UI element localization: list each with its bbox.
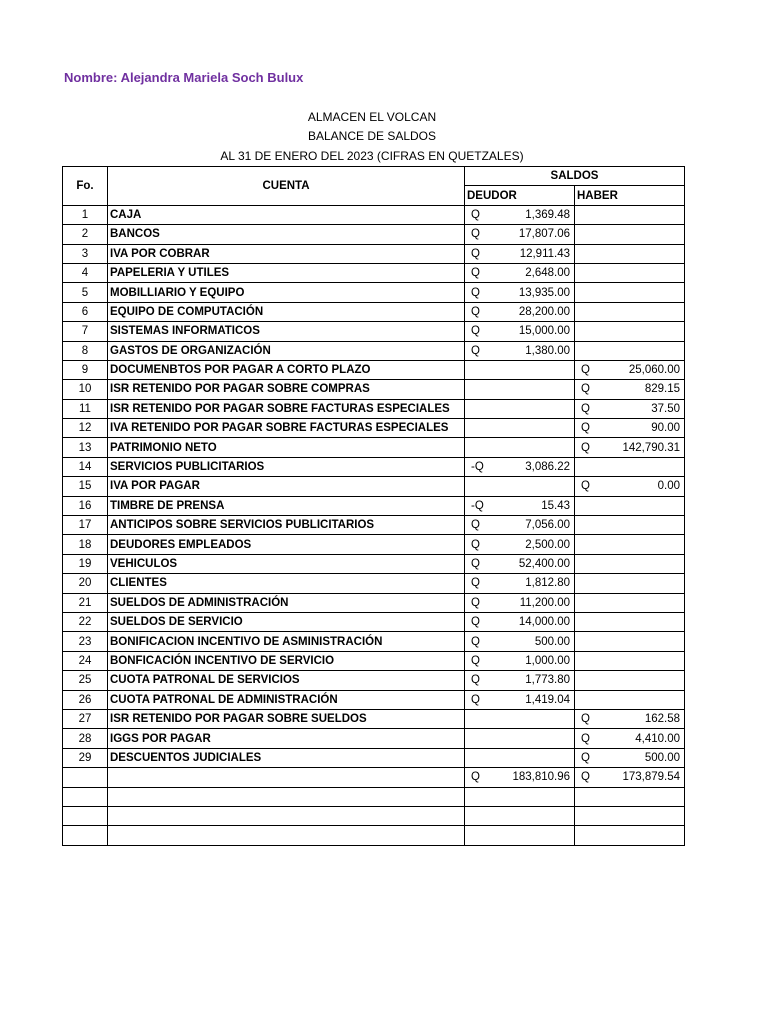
debit-cell: [465, 768, 575, 787]
row-number: 28: [63, 729, 108, 748]
table-row: [63, 225, 685, 244]
table-row: [63, 574, 685, 593]
credit-amount: 173,879.54: [622, 771, 680, 784]
credit-amount: 37.50: [651, 402, 680, 415]
debit-cell: [465, 516, 575, 535]
table-row: [63, 244, 685, 263]
currency-symbol: Q: [471, 693, 480, 706]
debit-amount: 2,500.00: [525, 538, 570, 551]
row-number: 25: [63, 671, 108, 690]
account-name: ANTICIPOS SOBRE SERVICIOS PUBLICITARIOS: [108, 516, 465, 535]
credit-cell: [575, 516, 685, 535]
account-name: IVA RETENIDO POR PAGAR SOBRE FACTURAS ESPECIALES: [108, 419, 465, 438]
table-row: [63, 535, 685, 554]
row-number: 7: [63, 322, 108, 341]
currency-symbol: Q: [581, 441, 590, 454]
debit-cell: [465, 283, 575, 302]
credit-cell: [575, 690, 685, 709]
row-number: 5: [63, 283, 108, 302]
debit-cell: [465, 709, 575, 728]
row-number: [63, 768, 108, 787]
account-name: VEHICULOS: [108, 554, 465, 573]
table-row: [63, 496, 685, 515]
debit-cell: [465, 593, 575, 612]
debit-cell: [465, 632, 575, 651]
credit-cell: [575, 554, 685, 573]
table-row: [63, 205, 685, 224]
currency-symbol: Q: [581, 771, 590, 784]
debit-amount: 15.43: [541, 499, 570, 512]
table-row: [63, 399, 685, 418]
table-row: [63, 612, 685, 631]
row-number: 27: [63, 709, 108, 728]
debit-cell: [465, 554, 575, 573]
debit-amount: 11,200.00: [519, 596, 570, 609]
header-account: CUENTA: [108, 167, 465, 206]
account-name: CUOTA PATRONAL DE SERVICIOS: [108, 671, 465, 690]
debit-cell: [465, 380, 575, 399]
credit-cell: [575, 341, 685, 360]
row-number: 20: [63, 574, 108, 593]
debit-cell: [465, 496, 575, 515]
debit-cell: [465, 263, 575, 282]
currency-symbol: Q: [581, 383, 590, 396]
account-name: DESCUENTOS JUDICIALES: [108, 748, 465, 767]
debit-cell: [465, 419, 575, 438]
author-name: Nombre: Alejandra Mariela Soch Bulux: [64, 70, 304, 85]
currency-symbol: -Q: [471, 461, 484, 474]
credit-cell: [575, 787, 685, 806]
currency-symbol: Q: [581, 422, 590, 435]
header-debit: DEUDOR: [465, 186, 575, 205]
account-name: [108, 787, 465, 806]
credit-amount: 4,410.00: [635, 732, 680, 745]
row-number: 22: [63, 612, 108, 631]
account-name: SUELDOS DE ADMINISTRACIÓN: [108, 593, 465, 612]
table-row: [63, 671, 685, 690]
credit-cell: [575, 671, 685, 690]
account-name: IGGS POR PAGAR: [108, 729, 465, 748]
debit-amount: 15,000.00: [518, 325, 570, 338]
debit-cell: [465, 787, 575, 806]
table-row: [63, 768, 685, 787]
debit-amount: 1,419.04: [525, 693, 570, 706]
account-name: BONIFICACION INCENTIVO DE ASMINISTRACIÓN: [108, 632, 465, 651]
company-name: ALMACEN EL VOLCAN: [307, 110, 437, 124]
currency-symbol: Q: [471, 208, 480, 221]
credit-cell: [575, 283, 685, 302]
debit-amount: 2,648.00: [525, 267, 570, 280]
row-number: 1: [63, 205, 108, 224]
table-row: [63, 709, 685, 728]
debit-amount: 52,400.00: [518, 558, 570, 570]
credit-cell: [575, 768, 685, 787]
currency-symbol: Q: [471, 558, 480, 570]
credit-cell: [575, 496, 685, 515]
row-number: 12: [63, 419, 108, 438]
credit-cell: [575, 806, 685, 825]
table-row: [63, 419, 685, 438]
table-row: [63, 302, 685, 321]
row-number: 24: [63, 651, 108, 670]
credit-cell: [575, 535, 685, 554]
debit-amount: 13,935.00: [518, 286, 570, 299]
currency-symbol: Q: [471, 674, 480, 687]
balance-table: [62, 166, 685, 846]
account-name: [108, 826, 465, 845]
credit-cell: [575, 225, 685, 244]
header-credit: HABER: [575, 186, 685, 205]
debit-cell: [465, 302, 575, 321]
report-period: AL 31 DE ENERO DEL 2023 (CIFRAS EN QUETZALES): [220, 149, 524, 163]
debit-cell: [465, 826, 575, 845]
debit-cell: [465, 671, 575, 690]
currency-symbol: Q: [471, 538, 480, 551]
row-number: 17: [63, 516, 108, 535]
table-row: [63, 826, 685, 845]
table-row: [63, 806, 685, 825]
row-number: 3: [63, 244, 108, 263]
debit-amount: 28,200.00: [518, 305, 570, 318]
table-row: [63, 477, 685, 496]
credit-cell: [575, 593, 685, 612]
currency-symbol: Q: [471, 267, 480, 280]
debit-cell: [465, 806, 575, 825]
debit-amount: 17,807.06: [518, 228, 570, 241]
row-number: 21: [63, 593, 108, 612]
credit-cell: [575, 748, 685, 767]
credit-amount: 829.15: [644, 383, 680, 396]
table-row: [63, 632, 685, 651]
debit-cell: [465, 748, 575, 767]
table-row: [63, 322, 685, 341]
debit-cell: [465, 729, 575, 748]
currency-symbol: Q: [471, 247, 480, 260]
currency-symbol: Q: [471, 635, 480, 648]
credit-amount: 142,790.31: [622, 441, 680, 454]
table-row: [63, 651, 685, 670]
debit-cell: [465, 341, 575, 360]
ledger-body: [63, 205, 685, 845]
currency-symbol: Q: [581, 480, 590, 493]
debit-amount: 12,911.43: [519, 247, 570, 260]
row-number: 2: [63, 225, 108, 244]
table-row: [63, 457, 685, 476]
account-name: SUELDOS DE SERVICIO: [108, 612, 465, 631]
table-row: [63, 263, 685, 282]
currency-symbol: Q: [471, 286, 480, 299]
credit-cell: [575, 632, 685, 651]
table-row: [63, 729, 685, 748]
table-row: [63, 554, 685, 573]
credit-amount: 500.00: [644, 751, 680, 764]
credit-amount: 90.00: [651, 422, 680, 435]
currency-symbol: Q: [471, 325, 480, 338]
credit-amount: 25,060.00: [628, 364, 680, 377]
credit-cell: [575, 360, 685, 379]
credit-cell: [575, 574, 685, 593]
credit-cell: [575, 302, 685, 321]
debit-amount: 1,380.00: [525, 344, 570, 357]
credit-cell: [575, 419, 685, 438]
credit-cell: [575, 826, 685, 845]
currency-symbol: Q: [471, 654, 480, 667]
account-name: TIMBRE DE PRENSA: [108, 496, 465, 515]
credit-cell: [575, 263, 685, 282]
row-number: 26: [63, 690, 108, 709]
currency-symbol: Q: [471, 305, 480, 318]
header-folio: Fo.: [63, 167, 108, 206]
currency-symbol: Q: [471, 519, 480, 532]
table-row: [63, 438, 685, 457]
debit-cell: [465, 244, 575, 263]
account-name: SERVICIOS PUBLICITARIOS: [108, 457, 465, 476]
row-number: 14: [63, 457, 108, 476]
currency-symbol: Q: [471, 577, 480, 590]
currency-symbol: Q: [581, 713, 590, 726]
debit-cell: [465, 360, 575, 379]
row-number: 6: [63, 302, 108, 321]
account-name: PATRIMONIO NETO: [108, 438, 465, 457]
debit-amount: 14,000.00: [518, 616, 570, 629]
credit-amount: 162.58: [644, 713, 680, 726]
debit-cell: [465, 690, 575, 709]
row-number: 19: [63, 554, 108, 573]
currency-symbol: Q: [581, 732, 590, 745]
row-number: [63, 806, 108, 825]
table-row: [63, 360, 685, 379]
credit-amount: 0.00: [657, 480, 680, 493]
currency-symbol: -Q: [471, 499, 484, 512]
credit-cell: [575, 477, 685, 496]
account-name: PAPELERIA Y UTILES: [108, 263, 465, 282]
debit-cell: [465, 438, 575, 457]
account-name: [108, 806, 465, 825]
credit-cell: [575, 457, 685, 476]
credit-cell: [575, 651, 685, 670]
credit-cell: [575, 380, 685, 399]
row-number: 29: [63, 748, 108, 767]
account-name: DEUDORES EMPLEADOS: [108, 535, 465, 554]
debit-amount: 1,812.80: [525, 577, 570, 590]
account-name: SISTEMAS INFORMATICOS: [108, 322, 465, 341]
debit-amount: 7,056.00: [525, 519, 570, 532]
debit-cell: [465, 457, 575, 476]
table-row: [63, 593, 685, 612]
credit-cell: [575, 399, 685, 418]
row-number: 4: [63, 263, 108, 282]
account-name: BONFICACIÓN INCENTIVO DE SERVICIO: [108, 651, 465, 670]
account-name: IVA POR PAGAR: [108, 477, 465, 496]
row-number: 13: [63, 438, 108, 457]
row-number: 16: [63, 496, 108, 515]
debit-cell: [465, 651, 575, 670]
table-row: [63, 283, 685, 302]
debit-amount: 3,086.22: [525, 461, 570, 474]
credit-cell: [575, 709, 685, 728]
debit-cell: [465, 574, 575, 593]
account-name: GASTOS DE ORGANIZACIÓN: [108, 341, 465, 360]
account-name: DOCUMENBTOS POR PAGAR A CORTO PLAZO: [108, 360, 465, 379]
row-number: 15: [63, 477, 108, 496]
table-row: [63, 690, 685, 709]
currency-symbol: Q: [471, 228, 480, 241]
account-name: CAJA: [108, 205, 465, 224]
debit-amount: 183,810.96: [512, 771, 570, 784]
table-row: [63, 341, 685, 360]
account-name: ISR RETENIDO POR PAGAR SOBRE FACTURAS ESPECIALES: [108, 399, 465, 418]
account-name: ISR RETENIDO POR PAGAR SOBRE SUELDOS: [108, 709, 465, 728]
credit-cell: [575, 612, 685, 631]
currency-symbol: Q: [581, 751, 590, 764]
row-number: 18: [63, 535, 108, 554]
debit-cell: [465, 399, 575, 418]
debit-cell: [465, 535, 575, 554]
row-number: 8: [63, 341, 108, 360]
debit-amount: 1,773.80: [525, 674, 570, 687]
currency-symbol: Q: [471, 596, 480, 609]
account-name: BANCOS: [108, 225, 465, 244]
debit-amount: 500.00: [534, 635, 570, 648]
currency-symbol: Q: [581, 402, 590, 415]
report-title: BALANCE DE SALDOS: [307, 129, 437, 143]
account-name: MOBILLIARIO Y EQUIPO: [108, 283, 465, 302]
account-name: IVA POR COBRAR: [108, 244, 465, 263]
debit-cell: [465, 322, 575, 341]
currency-symbol: Q: [581, 364, 590, 377]
account-name: [108, 768, 465, 787]
account-name: CUOTA PATRONAL DE ADMINISTRACIÓN: [108, 690, 465, 709]
credit-cell: [575, 205, 685, 224]
row-number: 11: [63, 399, 108, 418]
table-row: [63, 516, 685, 535]
credit-cell: [575, 322, 685, 341]
account-name: EQUIPO DE COMPUTACIÓN: [108, 302, 465, 321]
credit-cell: [575, 729, 685, 748]
row-number: 10: [63, 380, 108, 399]
row-number: 23: [63, 632, 108, 651]
currency-symbol: Q: [471, 344, 480, 357]
currency-symbol: Q: [471, 771, 480, 784]
debit-amount: 1,000.00: [525, 654, 570, 667]
credit-cell: [575, 438, 685, 457]
account-name: CLIENTES: [108, 574, 465, 593]
account-name: ISR RETENIDO POR PAGAR SOBRE COMPRAS: [108, 380, 465, 399]
debit-cell: [465, 477, 575, 496]
debit-amount: 1,369.48: [525, 208, 570, 221]
row-number: [63, 787, 108, 806]
table-row: [63, 748, 685, 767]
table-row: [63, 380, 685, 399]
debit-cell: [465, 612, 575, 631]
table-row: [63, 787, 685, 806]
debit-cell: [465, 205, 575, 224]
currency-symbol: Q: [471, 616, 480, 629]
row-number: 9: [63, 360, 108, 379]
header-balances: SALDOS: [465, 167, 685, 186]
debit-cell: [465, 225, 575, 244]
row-number: [63, 826, 108, 845]
credit-cell: [575, 244, 685, 263]
